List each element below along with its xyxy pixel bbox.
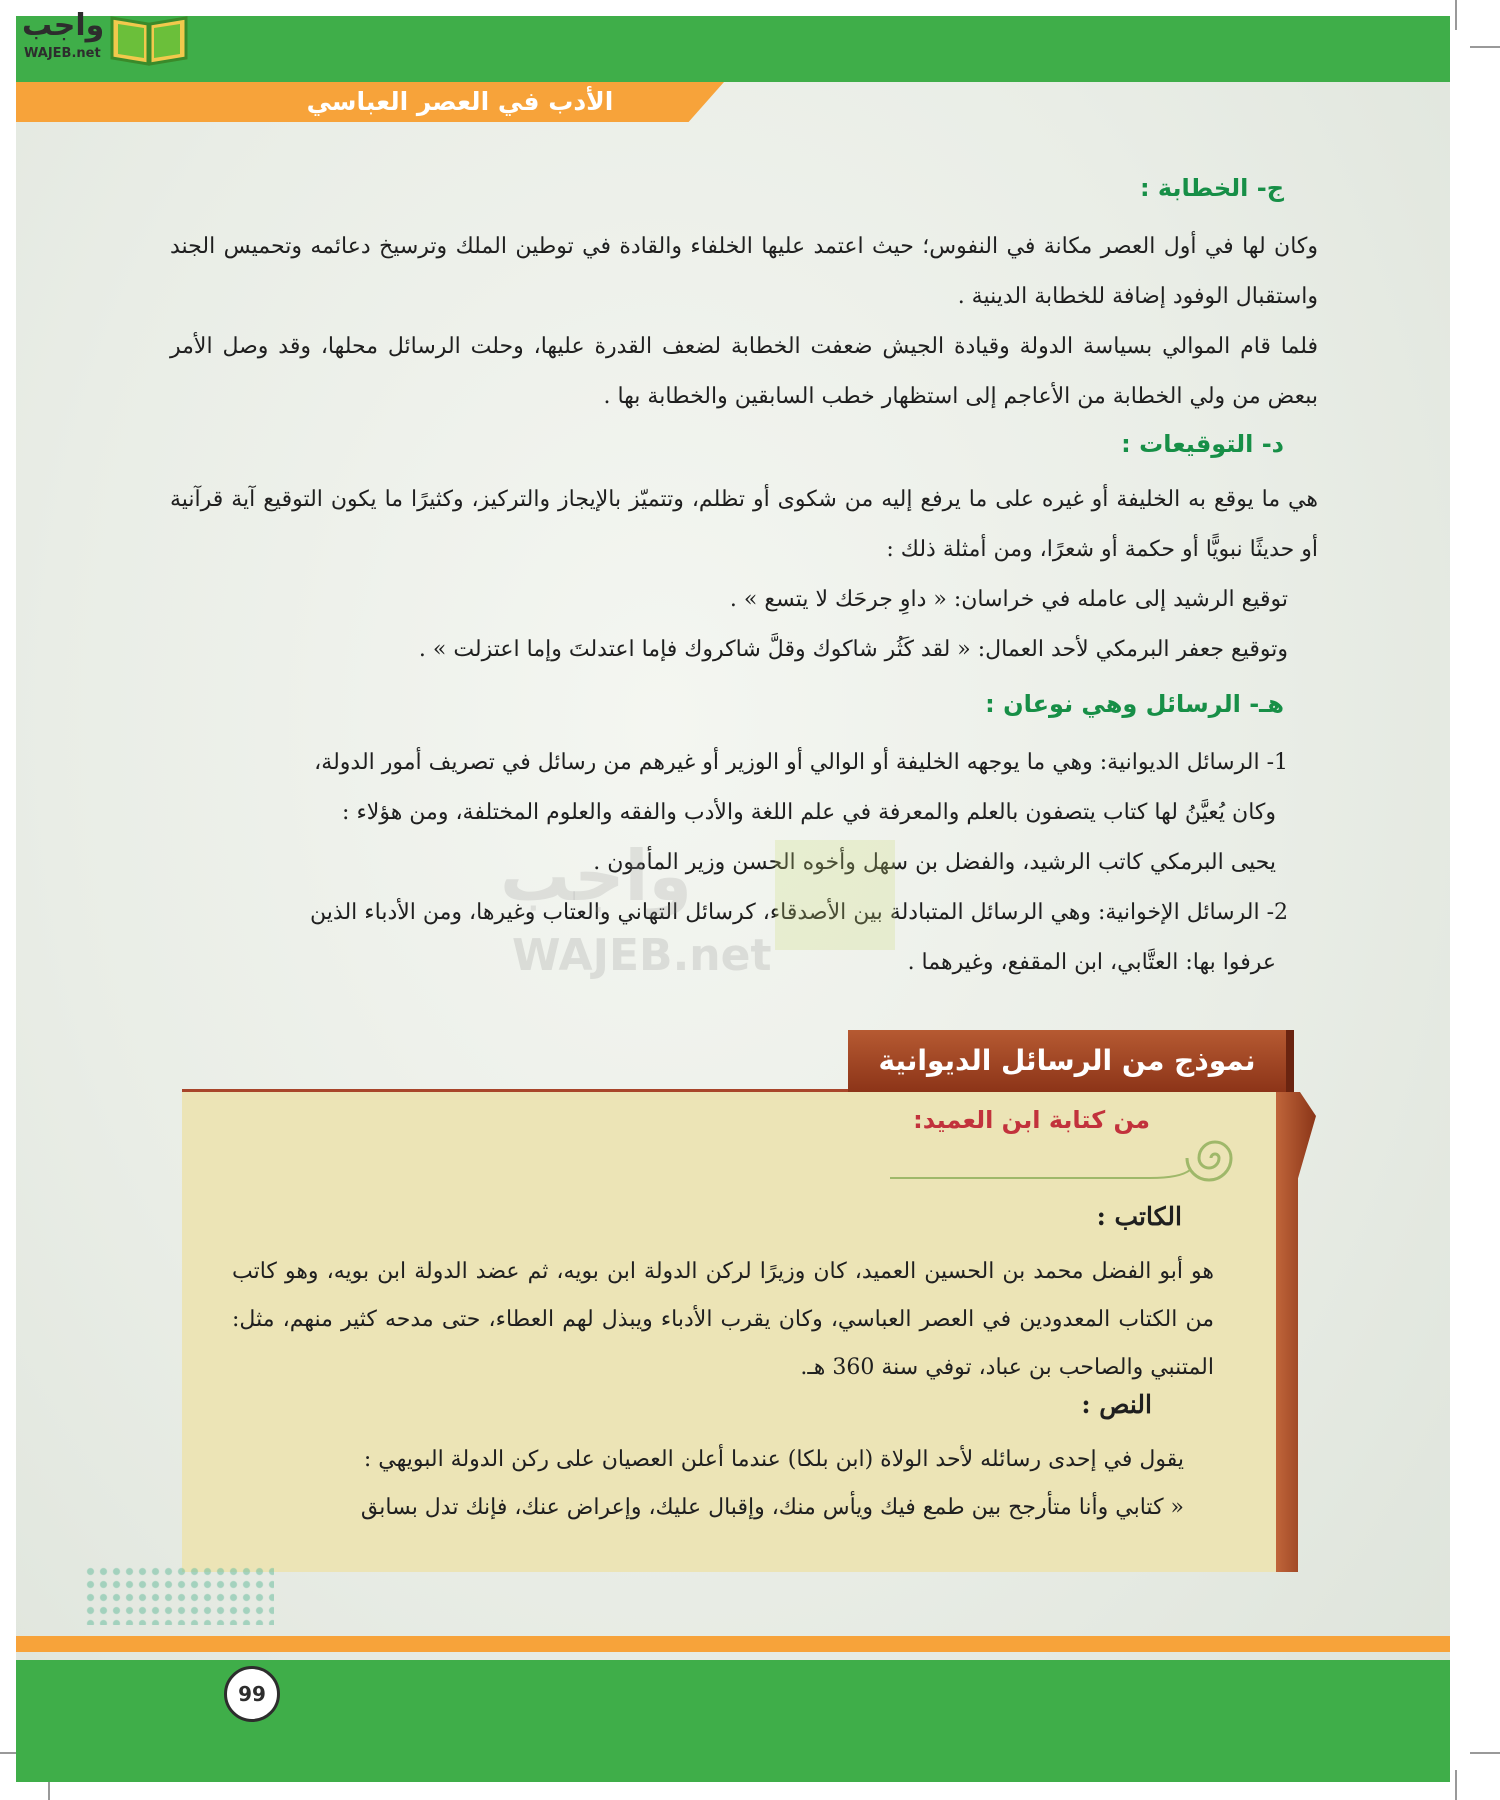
paragraph: وكان لها في أول العصر مكانة في النفوس؛ حيث اعتمد عليها الخلفاء والقادة في توطين الملك وترسيخ دعائمه وتحميس الجند واستقبال الوفود إضافة للخطابة الدينية . (170, 234, 1318, 309)
list-item-line: عرفوا بها: العتَّابي، ابن المقفع، وغيرهما . (907, 950, 1276, 975)
crop-mark (1470, 46, 1500, 48)
top-green-bar (16, 16, 1450, 82)
watermark-text: واجب (500, 835, 693, 917)
heading-tawqiat: د- التوقيعات : (1121, 430, 1284, 458)
list-item-line: وكان يُعيَّنُ لها كتاب يتصفون بالعلم والمعرفة في علم اللغة والأدب والفقه والعلوم المختلفة، ومن هؤلاء : (342, 800, 1276, 825)
example-line: توقيع الرشيد إلى عامله في خراسان: « داوِ جرحَك لا يتسع » . (729, 587, 1288, 612)
heading-khataba: ج- الخطابة : (1139, 174, 1284, 202)
heading-rasail: هـ- الرسائل وهي نوعان : (985, 690, 1284, 718)
paragraph: هي ما يوقع به الخليفة أو غيره على ما يرفع إليه من شكوى أو تظلم، وتتميّز بالإيجاز والتركيز، وكثيرًا ما يكون التوقيع آية قرآنية أو حديثًا نبويًّا أو حكمة أو شعرًا، ومن أمثلة ذلك : (170, 487, 1318, 562)
flourish-line-icon (890, 1168, 1210, 1188)
page-number: 99 (224, 1666, 280, 1722)
logo-text: واجب (22, 8, 105, 43)
writer-text: هو أبو الفضل محمد بن الحسين العميد، كان وزيرًا لركن الدولة ابن بويه، ثم عضد الدولة ابن بويه، وهو كاتب من الكتاب المعدودين في العصر العباسي، وكان يقرب الأدباء ويبذل لهم العطاء، حتى مدحه كثير منهم، مثل: المتنبي والصاحب بن عباد، توفي سنة 360 هـ. (232, 1259, 1214, 1380)
list-item-line: يحيى البرمكي كاتب الرشيد، والفضل بن سهل وأخوه الحسن وزير المأمون . (593, 850, 1276, 875)
crop-mark (1455, 0, 1457, 30)
example-line: وتوقيع جعفر البرمكي لأحد العمال: « لقد كَثُر شاكوك وقلَّ شاكروك فإما اعتدلتَ وإما اعتزلت » . (418, 637, 1288, 662)
crop-mark (1470, 1752, 1500, 1754)
watermark-book-icon (775, 840, 895, 950)
crop-mark (1455, 1770, 1457, 1800)
book-icon (108, 8, 190, 66)
sample-tab-title: نموذج من الرسائل الديوانية (848, 1030, 1294, 1092)
text-body (232, 1436, 1184, 1532)
khataba-body (170, 222, 1318, 422)
paragraph: فلما قام الموالي بسياسة الدولة وقيادة الجيش ضعفت الخطابة لضعف القدرة عليها، وحلت الرسائل محلها، وقد وصل الأمر ببعض من ولي الخطابة من الأعاجم إلى استظهار خطب السابقين والخطابة بها . (170, 334, 1318, 409)
text-line: « كتابي وأنا متأرجح بين طمع فيك ويأس منك، وإقبال عليك، وإعراض عنك، فإنك تدل بسابق (360, 1495, 1184, 1520)
bottom-orange-bar (16, 1636, 1450, 1652)
list-item-line: 1- الرسائل الديوانية: وهي ما يوجهه الخليفة أو الوالي أو الوزير أو غيرهم من رسائل في تصريف أمور الدولة، (314, 750, 1288, 775)
tawqiat-body (170, 475, 1318, 675)
site-logo[interactable] (8, 4, 198, 66)
list-item-line: 2- الرسائل الإخوانية: وهي الرسائل المتبادلة بين الأصدقاء، كرسائل التهاني والعتاب وغيرها، ومن الأدباء الذين (310, 900, 1288, 925)
text-heading: النص : (1081, 1390, 1152, 1419)
text-line: يقول في إحدى رسائله لأحد الولاة (ابن بلكا) عندما أعلن العصيان على ركن الدولة البويهي : (363, 1447, 1184, 1472)
watermark-latin: WAJEB.net (512, 930, 772, 981)
ministry-logo (84, 1565, 274, 1625)
sample-source-title: من كتابة ابن العميد: (913, 1106, 1150, 1134)
chapter-title: الأدب في العصر العباسي (306, 87, 614, 116)
logo-latin: WAJEB.net (24, 46, 101, 61)
writer-heading: الكاتب : (1096, 1202, 1182, 1231)
